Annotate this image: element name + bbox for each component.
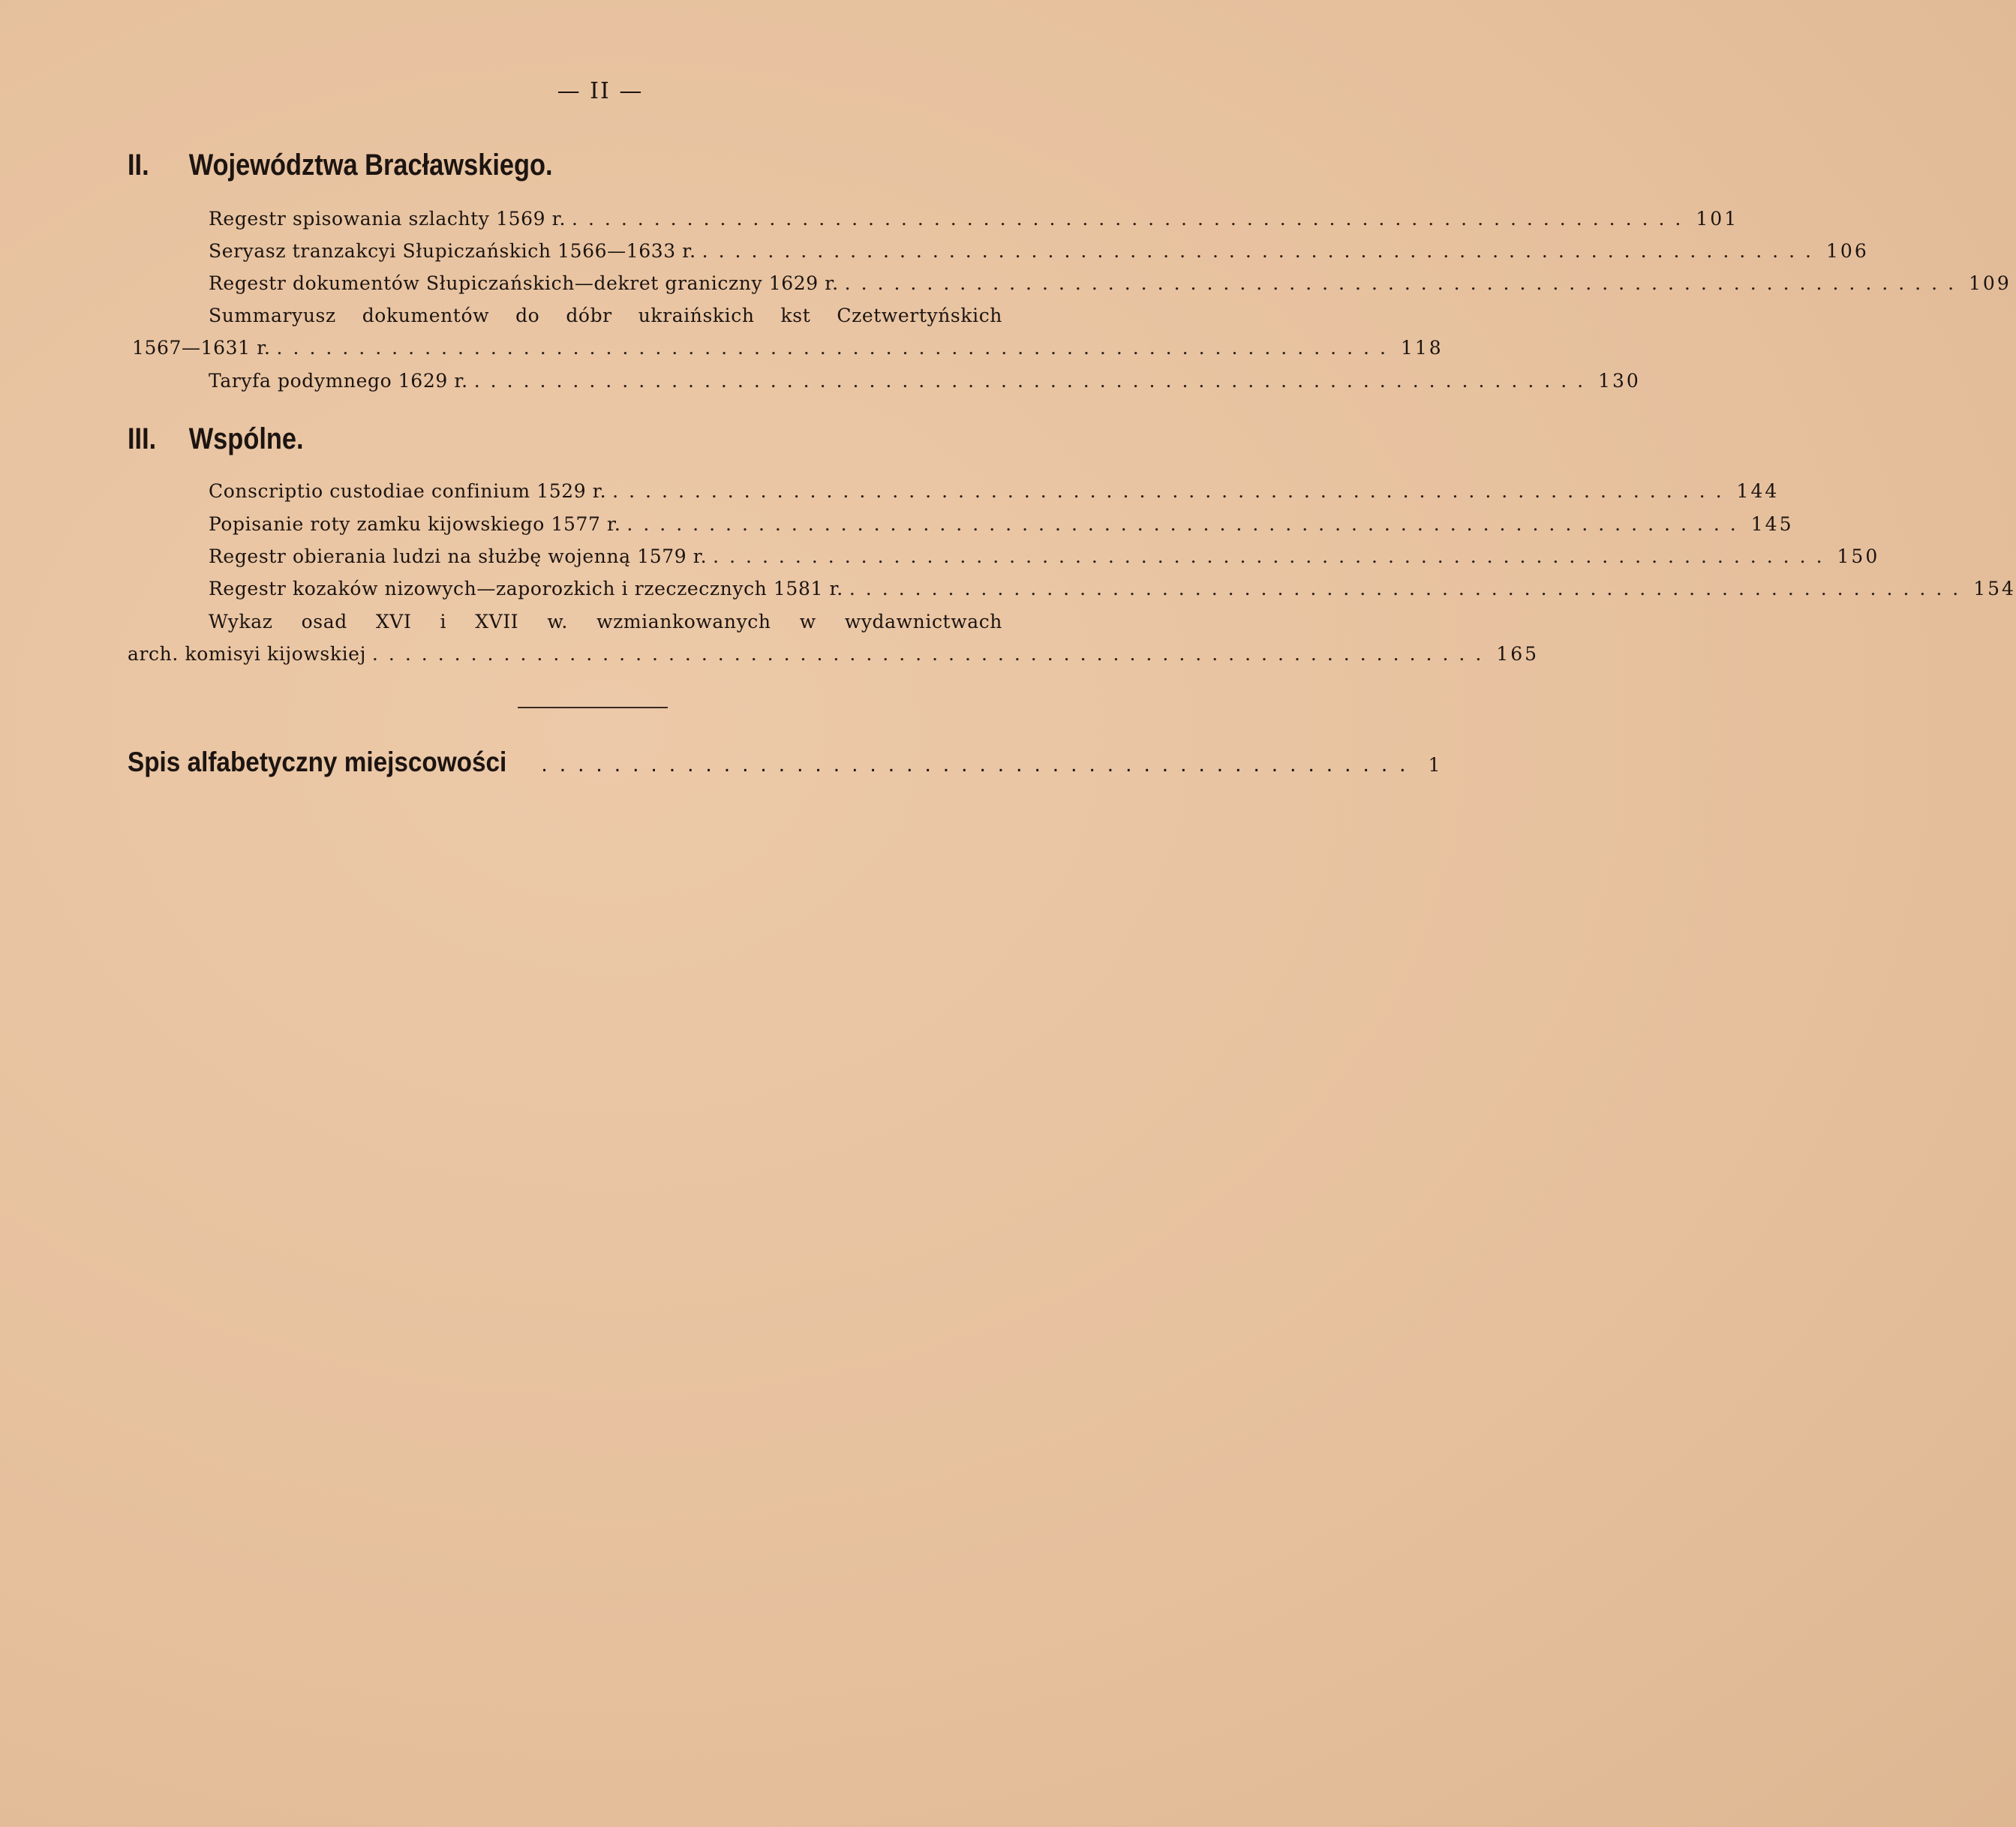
entry-page: 118 [1400, 337, 1444, 359]
dot-leader: .................................................................... [713, 545, 1833, 567]
dot-leader: .................................................................... [612, 480, 1732, 502]
section-iii-heading [128, 422, 304, 456]
entry-label: Seryasz tranzakcyi Słupiczańskich 1566—1633 r. [209, 240, 696, 262]
toc-entry[interactable] [209, 272, 2011, 294]
toc-entry[interactable] [209, 208, 1739, 230]
entry-page: 154 [1973, 578, 2016, 599]
dot-leader: .................................................................... [702, 240, 1822, 262]
entry-label-line: Wykaz osad XVI i XVII w. wzmiankowanych w wydawnictwach [209, 611, 1002, 633]
entry-label: Regestr dokumentów Słupiczańskich—dekret graniczny 1629 r. [209, 272, 839, 294]
section-iii-number: III. [128, 422, 157, 455]
section-ii-heading [128, 149, 553, 182]
section-ii-number: II. [128, 149, 149, 182]
dot-leader: .................................................................... [844, 272, 1965, 294]
entry-label: 1567—1631 r. [132, 337, 271, 359]
toc-entry[interactable] [128, 643, 1540, 665]
entry-page: 145 [1750, 513, 1794, 535]
index-page: 1 [1428, 754, 1441, 776]
toc-entry[interactable] [209, 240, 1869, 262]
entry-label: arch. komisyi kijowskiej [128, 643, 366, 665]
toc-entry[interactable] [209, 480, 1780, 502]
entry-label: Regestr spisowania szlachty 1569 r. [209, 208, 566, 230]
dot-leader: .................................................................... [473, 370, 1594, 392]
divider [518, 707, 668, 708]
toc-entry[interactable] [209, 370, 1641, 392]
entry-label: Taryfa podymnego 1629 r. [209, 370, 468, 392]
dot-leader: .................................................................... [849, 578, 1969, 599]
toc-entry-index[interactable] [128, 747, 1441, 778]
dot-leader: ................................................ [541, 752, 1418, 777]
entry-label: Regestr obierania ludzi na służbę wojenną 1579 r. [209, 545, 708, 567]
dot-leader: .................................................................... [276, 337, 1396, 359]
dot-leader: .................................................................... [572, 208, 1692, 230]
page-number: — II — [557, 78, 644, 104]
entry-page: 165 [1496, 643, 1540, 665]
entry-page: 109 [1969, 272, 2011, 294]
entry-page: 144 [1736, 480, 1780, 502]
dot-leader: .................................................................... [626, 513, 1747, 535]
entry-label: Conscriptio custodiae confinium 1529 r. [209, 480, 607, 502]
entry-label: Popisanie roty zamku kijowskiego 1577 r. [209, 513, 621, 535]
entry-page: 101 [1696, 208, 1739, 230]
entry-label: Regestr kozaków nizowych—zaporozkich i rzeczecznych 1581 r. [209, 578, 843, 599]
dot-leader: .................................................................... [371, 643, 1492, 665]
toc-entry[interactable] [132, 337, 1444, 359]
entry-page: 106 [1826, 240, 1869, 262]
index-label: Spis alfabetyczny miejscowości [128, 747, 507, 777]
entry-label-line: Summaryusz dokumentów do dóbr ukraińskich kst Czetwertyńskich [209, 305, 1002, 326]
section-iii-title: Wspólne. [188, 422, 304, 455]
section-ii-title: Województwa Bracławskiego. [188, 149, 553, 182]
entry-page: 150 [1837, 545, 1880, 567]
entry-page: 130 [1598, 370, 1641, 392]
toc-entry[interactable] [209, 578, 2016, 599]
toc-entry[interactable] [209, 545, 1880, 567]
toc-entry[interactable] [209, 513, 1794, 535]
